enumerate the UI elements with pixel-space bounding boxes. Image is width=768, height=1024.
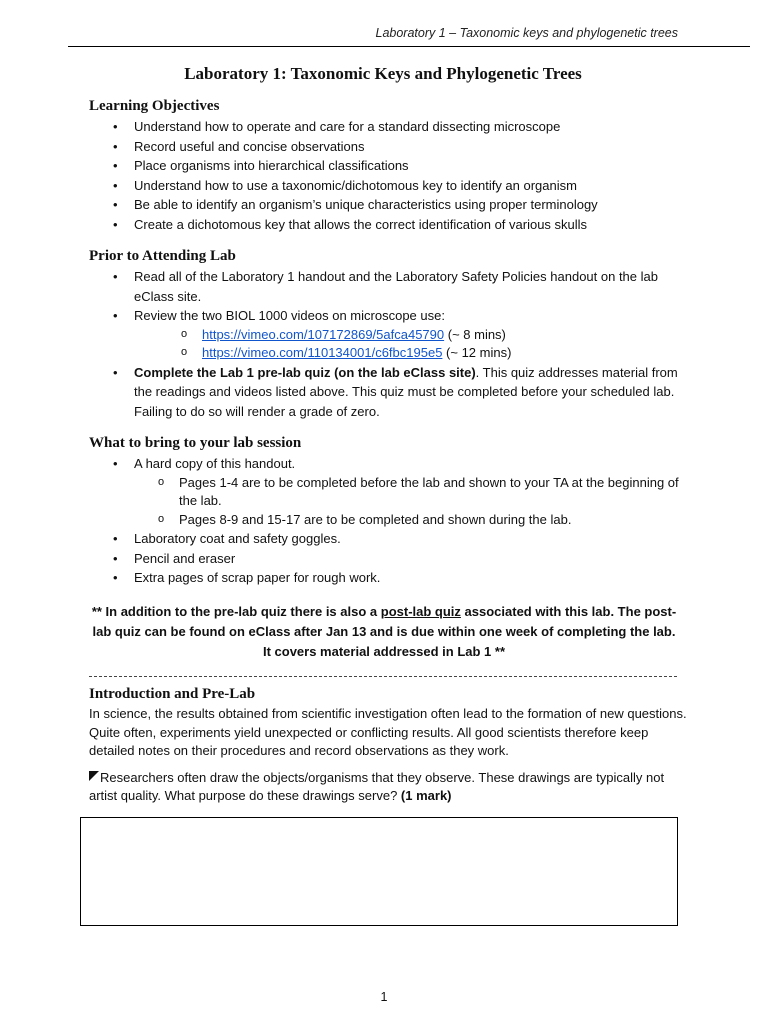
question-text: Researchers often draw the objects/organisms that they observe. These drawings are typically not artist quality. What purpose do these drawings serve? (89, 769, 665, 803)
learning-objectives-list (89, 117, 689, 234)
video-duration-1: (~ 8 mins) (444, 326, 506, 342)
page-title: Laboratory 1: Taxonomic Keys and Phylogenetic Trees (184, 64, 582, 83)
prior-to-lab-heading: Prior to Attending Lab (89, 248, 236, 264)
pre-lab-quiz-bold: Complete the Lab 1 pre-lab quiz (on the lab eClass site) (134, 364, 476, 380)
handout-sublist (134, 474, 689, 530)
list-item: • Extra pages of scrap paper for rough work. (89, 568, 689, 588)
list-item-text: Review the two BIOL 1000 videos on microscope use: (134, 308, 445, 323)
list-item: • Pencil and eraser (89, 549, 689, 569)
note-text-1: ** In addition to the pre-lab quiz there is also a (91, 603, 381, 619)
question-marks: (1 mark) (400, 788, 452, 803)
video-link-2[interactable]: https://vimeo.com/110134001/c6fbc195e5 (202, 345, 443, 360)
list-item: o Pages 1-4 are to be completed before the lab and shown to your TA at the beginning of the lab. (134, 474, 689, 511)
main-content (89, 60, 689, 662)
list-item: o Pages 8-9 and 15-17 are to be completed and shown during the lab. (134, 511, 689, 530)
list-item (89, 363, 689, 422)
introduction-heading: Introduction and Pre-Lab (89, 686, 256, 702)
prior-to-lab-list (89, 267, 689, 421)
list-item (134, 344, 689, 363)
bring-heading: What to bring to your lab session (89, 435, 302, 451)
answer-box[interactable] (80, 817, 678, 926)
running-header: Laboratory 1 – Taxonomic keys and phylogenetic trees (375, 26, 678, 40)
bring-section (89, 435, 689, 588)
list-item: • Create a dichotomous key that allows the correct identification of various skulls (89, 215, 689, 235)
post-lab-quiz-note (89, 602, 679, 662)
list-item: • Understand how to use a taxonomic/dichotomous key to identify an organism (89, 176, 689, 196)
video-duration-2: (~ 12 mins) (442, 345, 512, 360)
page-number: 1 (380, 990, 388, 1004)
learning-objectives-section (89, 98, 689, 234)
list-item (89, 306, 689, 363)
video-link-1[interactable]: https://vimeo.com/107172869/5afca45790 (202, 326, 445, 342)
introduction-paragraph: In science, the results obtained from scientific investigation often lead to the formation of new questions. Quite often, experiments yield unexpected or conflicting results. All good scientists therefore keep detailed notes on their procedures and record observations as they work. (89, 706, 687, 758)
introduction-section (89, 686, 689, 806)
pre-lab-quiz-text: . This quiz addresses material from the readings and videos listed above. This quiz must be completed before your scheduled lab. Failing to do so will render a grade of zero. (134, 364, 678, 419)
list-item: • Place organisms into hierarchical classifications (89, 156, 689, 176)
learning-objectives-heading: Learning Objectives (89, 98, 220, 114)
list-item: • Record useful and concise observations (89, 137, 689, 157)
drawing-question (89, 769, 689, 806)
list-item (134, 326, 689, 345)
section-divider (89, 676, 677, 677)
list-item (89, 454, 689, 529)
list-item: • Be able to identify an organism’s unique characteristics using proper terminology (89, 195, 689, 215)
prior-to-lab-section (89, 248, 689, 421)
list-item: • Read all of the Laboratory 1 handout and the Laboratory Safety Policies handout on the lab eClass site. (89, 267, 689, 306)
video-links-list (134, 326, 689, 363)
header-rule (68, 46, 750, 47)
note-underlined: post-lab quiz (380, 603, 461, 619)
bring-list (89, 454, 689, 588)
list-item: • Understand how to operate and care for a standard dissecting microscope (89, 117, 689, 137)
list-item-text: A hard copy of this handout. (134, 456, 296, 471)
list-item: • Laboratory coat and safety goggles. (89, 529, 689, 549)
question-marker-icon (89, 771, 99, 781)
note-text-2: associated with this lab. The post-lab quiz can be found on eClass after Jan 13 and is due within one week of completing the lab. It covers material addressed in Lab 1 ** (92, 603, 677, 659)
